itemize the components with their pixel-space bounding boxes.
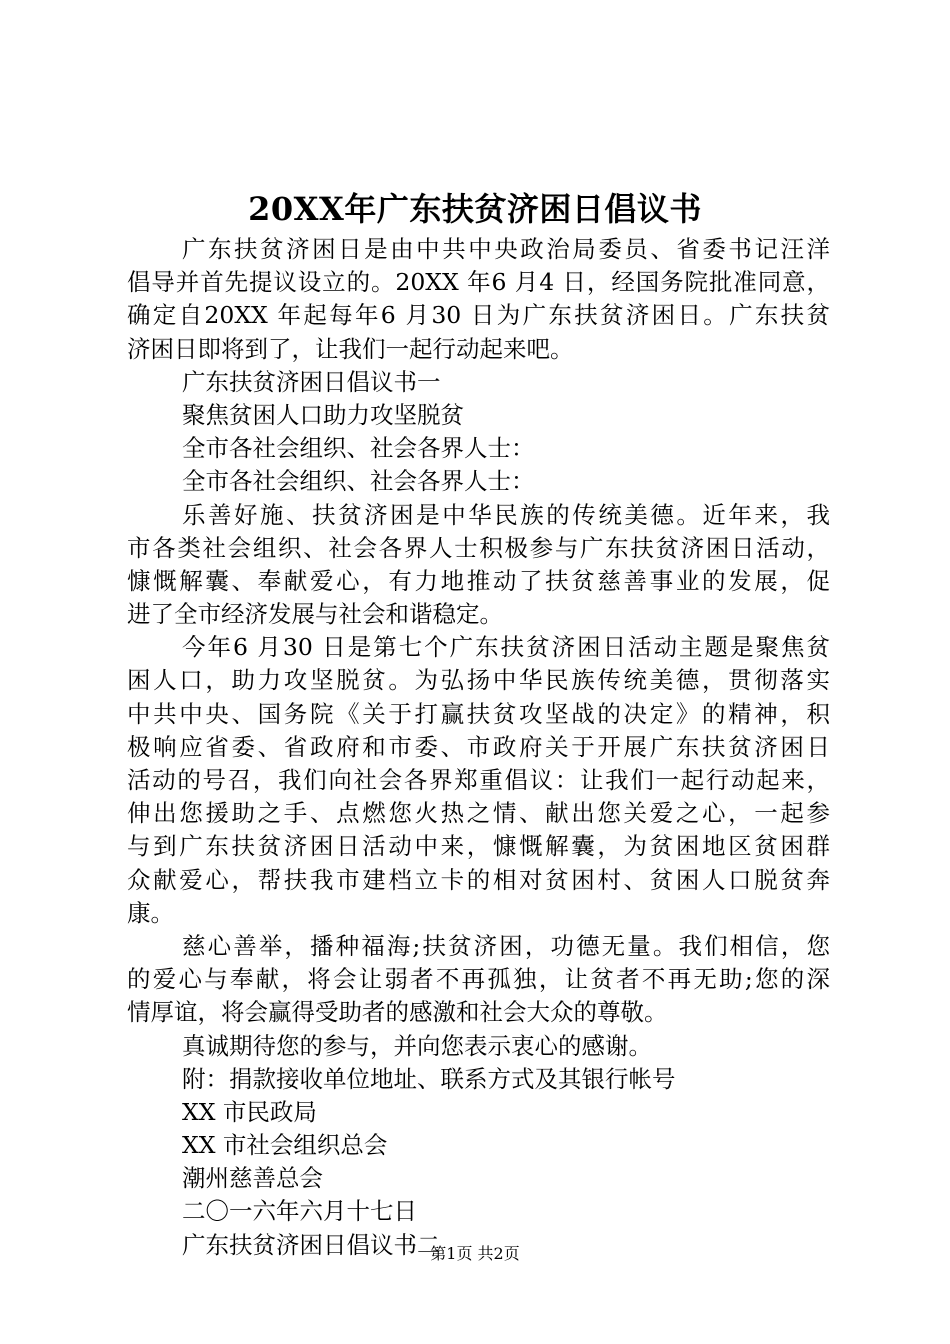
paragraph-line: 乐善好施、扶贫济困是中华民族的传统美德。近年来，我 [182, 500, 830, 529]
page-number-footer: 第1页 共2页 [430, 1244, 520, 1263]
paragraph-line: 进了全市经济发展与社会和谐稳定。 [127, 600, 503, 629]
document-title: 20XX年广东扶贫济困日倡议书 [248, 190, 702, 228]
paragraph-line: 济困日即将到了，让我们一起行动起来吧。 [127, 334, 574, 363]
paragraph-line: 广东扶贫济困日倡议书二 [182, 1230, 441, 1259]
paragraph-line: 情厚谊，将会赢得受助者的感激和社会大众的尊敬。 [127, 998, 668, 1027]
paragraph-line: 附：捐款接收单位地址、联系方式及其银行帐号 [182, 1064, 676, 1093]
document-body [127, 233, 830, 1262]
paragraph-line: 聚焦贫困人口助力攻坚脱贫 [182, 400, 464, 429]
paragraph-line: 的爱心与奉献，将会让弱者不再孤独，让贫者不再无助;您的深 [127, 965, 830, 994]
paragraph-line: 确定自20XX 年起每年6 月30 日为广东扶贫济困日。广东扶贫 [127, 301, 830, 330]
paragraph-line: 与到广东扶贫济困日活动中来，慷慨解囊，为贫困地区贫困群 [127, 832, 830, 861]
paragraph-line: 全市各社会组织、社会各界人士： [182, 467, 535, 496]
paragraph-line: 活动的号召，我们向社会各界郑重倡议：让我们一起行动起来， [127, 766, 830, 794]
paragraph-line: 全市各社会组织、社会各界人士： [182, 434, 535, 463]
paragraph-line: 潮州慈善总会 [182, 1164, 323, 1193]
paragraph-line: 伸出您援助之手、点燃您火热之情、献出您关爱之心，一起参 [127, 799, 830, 828]
paragraph-line: 倡导并首先提议设立的。20XX 年6 月4 日，经国务院批准同意， [127, 268, 830, 297]
paragraph-line: 中共中央、国务院《关于打赢扶贫攻坚战的决定》的精神，积 [127, 699, 830, 728]
paragraph-line: 广东扶贫济困日是由中共中央政治局委员、省委书记汪洋 [182, 235, 830, 263]
paragraph-line: 困人口，助力攻坚脱贫。为弘扬中华民族传统美德，贯彻落实 [127, 666, 830, 695]
paragraph-line: 众献爱心，帮扶我市建档立卡的相对贫困村、贫困人口脱贫奔 [127, 865, 830, 894]
paragraph-line: 市各类社会组织、社会各界人士积极参与广东扶贫济困日活动， [127, 533, 830, 562]
paragraph-line: 二〇一六年六月十七日 [182, 1197, 417, 1226]
paragraph-line: 今年6 月30 日是第七个广东扶贫济困日活动主题是聚焦贫 [182, 633, 830, 662]
paragraph-line: XX 市民政局 [182, 1097, 317, 1126]
paragraph-line: 极响应省委、省政府和市委、市政府关于开展广东扶贫济困日 [127, 732, 830, 761]
paragraph-line: 慈心善举，播种福海;扶贫济困，功德无量。我们相信，您 [182, 931, 830, 960]
paragraph-line: 慷慨解囊、奉献爱心，有力地推动了扶贫慈善事业的发展，促 [127, 566, 830, 595]
paragraph-line: 广东扶贫济困日倡议书一 [182, 367, 441, 396]
paragraph-line: 康。 [127, 898, 174, 927]
paragraph-line: 真诚期待您的参与，并向您表示衷心的感谢。 [182, 1031, 652, 1060]
paragraph-line: XX 市社会组织总会 [182, 1131, 388, 1160]
